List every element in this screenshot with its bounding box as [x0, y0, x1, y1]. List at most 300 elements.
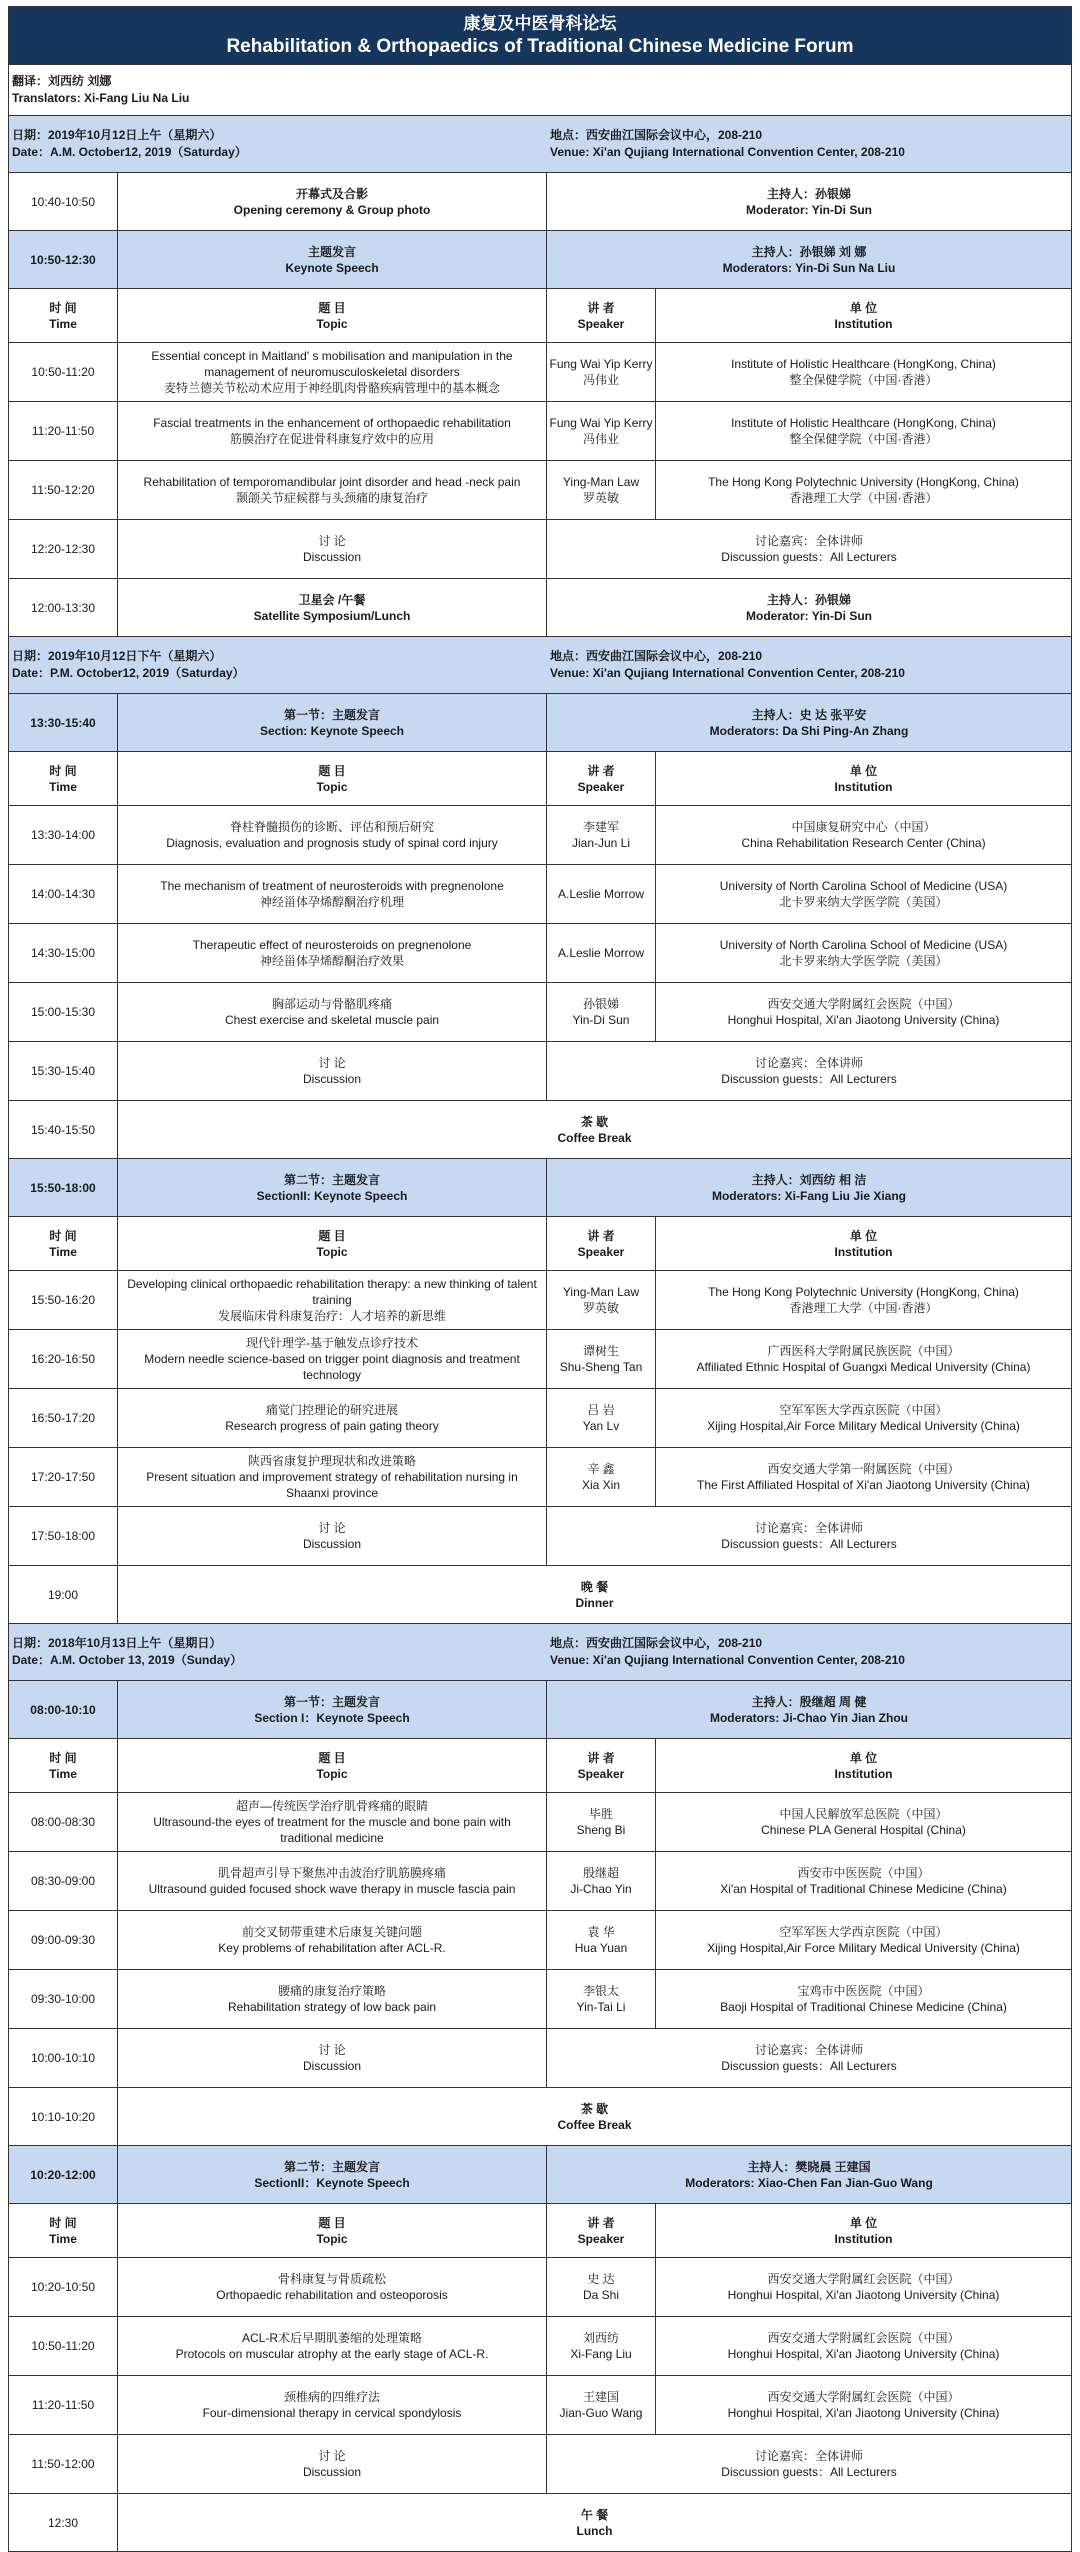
moderator-cell-line: Moderators: Da Shi Ping-An Zhang — [709, 723, 909, 738]
moderator-cell — [547, 173, 1071, 230]
time-cell — [9, 2435, 118, 2493]
break-cell-line: Dinner — [575, 1595, 614, 1610]
time-cell — [9, 983, 118, 1041]
moderator-cell — [547, 2435, 1071, 2493]
date-cn: 日期：2019年10月12日上午（星期六） — [12, 128, 222, 142]
speaker-cell-line: 王建国 — [582, 2390, 619, 2404]
schedule-row — [8, 1330, 1072, 1389]
activity-cell-line: Satellite Symposium/Lunch — [253, 608, 411, 623]
time-cell-line: 11:50-12:00 — [31, 2457, 95, 2471]
time-cell-line: 10:40-10:50 — [30, 194, 96, 209]
date-cn: 日期：2018年10月13日上午（星期日） — [12, 1636, 222, 1650]
institution-cell-line: China Rehabilitation Research Center (China) — [741, 836, 986, 850]
topic-cell-line: 发展临床骨科康复治疗：人才培养的新思维 — [217, 1309, 446, 1323]
time-header-line: 时 间 — [49, 1228, 77, 1243]
activity-cell-line: 第二节：主题发言 — [283, 1172, 380, 1187]
schedule-row — [8, 1507, 1072, 1566]
moderator-cell-line: Moderators: Yin-Di Sun Na Liu — [722, 260, 896, 275]
institution-cell — [656, 1852, 1071, 1910]
time-cell — [9, 173, 118, 230]
topic-cell — [118, 1448, 547, 1506]
time-header-line: 时 间 — [49, 300, 77, 315]
moderator-cell-line: Discussion guests：All Lecturers — [721, 1072, 897, 1086]
activity-cell-line: Section I：Keynote Speech — [254, 1710, 410, 1725]
topic-header-line: Topic — [316, 779, 348, 794]
venue-cn: 地点：西安曲江国际会议中心，208-210 — [550, 649, 763, 663]
venue-en: Venue: Xi'an Qujiang International Convention Center, 208-210 — [550, 666, 905, 680]
venue-en: Venue: Xi'an Qujiang International Convention Center, 208-210 — [550, 145, 905, 159]
topic-cell-line: training — [312, 1293, 352, 1307]
schedule-row — [8, 1911, 1072, 1970]
topic-cell — [118, 402, 547, 460]
topic-header-line: 题 目 — [318, 1750, 346, 1765]
speaker-cell — [547, 402, 656, 460]
break-cell — [118, 2088, 1071, 2145]
topic-cell — [118, 865, 547, 923]
venue-cn: 地点：西安曲江国际会议中心，208-210 — [550, 1636, 763, 1650]
institution-cell — [656, 983, 1071, 1041]
institution-cell — [656, 806, 1071, 864]
speaker-cell-line: Xi-Fang Liu — [570, 2347, 632, 2361]
moderator-cell-line: Discussion guests：All Lecturers — [721, 2059, 897, 2073]
translators — [8, 65, 1072, 116]
institution-header-line: 单 位 — [849, 1228, 878, 1243]
topic-cell-line: 骨科康复与骨质疏松 — [277, 2272, 386, 2286]
time-cell — [9, 2317, 118, 2375]
moderator-cell-line: 讨论嘉宾：全体讲师 — [754, 1056, 863, 1070]
speaker-cell-line: Xia Xin — [581, 1478, 621, 1492]
date-en: Date：A.M. October12, 2019（Saturday） — [12, 145, 247, 159]
time-header — [9, 752, 118, 805]
institution-cell-line: 西安市中医医院（中国） — [797, 1866, 930, 1880]
schedule-row — [8, 924, 1072, 983]
speaker-cell — [547, 461, 656, 519]
moderator-cell-line: Moderator: Yin-Di Sun — [746, 608, 872, 623]
speaker-cell-line: Ying-Man Law — [562, 475, 640, 489]
topic-cell-line: Therapeutic effect of neurosteroids on pregnenolone — [192, 938, 472, 952]
schedule-row — [8, 402, 1072, 461]
schedule-row — [8, 343, 1072, 402]
time-cell-line: 11:20-11:50 — [31, 424, 95, 438]
venue-cn: 地点：西安曲江国际会议中心，208-210 — [550, 128, 763, 142]
moderator-cell-line: 主持人：刘西纺 相 洁 — [751, 1172, 867, 1187]
moderator-cell — [547, 2146, 1071, 2203]
activity-cell — [118, 2435, 547, 2493]
break-cell-line: 茶 歇 — [580, 2101, 609, 2116]
topic-cell-line: 神经甾体孕烯醇酮治疗机理 — [259, 895, 404, 909]
time-cell-line: 09:30-10:00 — [30, 1992, 96, 2006]
topic-cell — [118, 924, 547, 982]
speaker-cell-line: Yin-Di Sun — [572, 1013, 630, 1027]
activity-cell-line: 主题发言 — [307, 244, 356, 259]
speaker-header-line: Speaker — [577, 1766, 625, 1781]
institution-header — [656, 752, 1071, 805]
institution-cell-line: 空军军医大学西京医院（中国） — [779, 1925, 948, 1939]
topic-header-line: 题 目 — [318, 300, 346, 315]
time-cell — [9, 2494, 118, 2551]
activity-cell — [118, 520, 547, 578]
institution-cell-line: 西安交通大学附属红会医院（中国） — [767, 997, 960, 1011]
topic-cell — [118, 461, 547, 519]
institution-cell-line: 西安交通大学附属红会医院（中国） — [767, 2331, 960, 2345]
moderator-cell-line: 主持人：孙银娣 刘 娜 — [751, 244, 867, 259]
time-cell — [9, 806, 118, 864]
activity-cell — [118, 579, 547, 636]
institution-cell-line: Xi'an Hospital of Traditional Chinese Medicine (China) — [720, 1882, 1007, 1896]
schedule-row — [8, 2088, 1072, 2146]
speaker-cell — [547, 343, 656, 401]
moderator-cell-line: 主持人：史 达 张平安 — [751, 707, 867, 722]
topic-cell — [118, 1852, 547, 1910]
institution-cell — [656, 2258, 1071, 2316]
time-cell-line: 12:20-12:30 — [30, 542, 96, 556]
institution-cell-line: University of North Carolina School of Medicine (USA) — [719, 938, 1008, 952]
topic-header-line: Topic — [316, 2231, 348, 2246]
institution-cell-line: 中国人民解放军总医院（中国） — [779, 1807, 948, 1821]
schedule-row — [8, 1970, 1072, 2029]
date-cn: 日期：2019年10月12日下午（星期六） — [12, 649, 222, 663]
time-header — [9, 289, 118, 342]
topic-cell-line: Key problems of rehabilitation after ACL-R. — [218, 1941, 446, 1955]
institution-cell — [656, 865, 1071, 923]
topic-cell — [118, 2317, 547, 2375]
time-header-line: 时 间 — [49, 2215, 77, 2230]
time-cell — [9, 579, 118, 636]
topic-cell — [118, 983, 547, 1041]
moderator-cell-line: 讨论嘉宾：全体讲师 — [754, 1521, 863, 1535]
topic-header — [118, 1217, 547, 1270]
speaker-cell-line: Shu-Sheng Tan — [559, 1360, 643, 1374]
topic-cell-line: Rehabilitation strategy of low back pain — [227, 2000, 437, 2014]
schedule-row — [8, 579, 1072, 637]
institution-header-line: 单 位 — [849, 1750, 878, 1765]
speaker-cell-line: Sheng Bi — [576, 1823, 626, 1837]
topic-cell-line: Ultrasound-the eyes of treatment for the muscle and bone pain with — [153, 1815, 511, 1829]
time-cell — [9, 1448, 118, 1506]
institution-cell-line: University of North Carolina School of Medicine (USA) — [719, 879, 1008, 893]
activity-cell-line: SectionII：Keynote Speech — [254, 2175, 410, 2190]
speaker-cell — [547, 1793, 656, 1851]
topic-cell-line: 腰痛的康复治疗策略 — [277, 1984, 386, 1998]
speaker-cell — [547, 1852, 656, 1910]
speaker-header — [547, 2204, 656, 2257]
time-cell — [9, 1566, 118, 1623]
speaker-cell — [547, 1448, 656, 1506]
activity-cell-line: 第一节：主题发言 — [283, 707, 380, 722]
time-cell-line: 15:50-16:20 — [30, 1293, 96, 1307]
topic-cell-line: 超声—传统医学治疗肌骨疼痛的眼睛 — [235, 1799, 428, 1813]
break-cell-line: 茶 歇 — [580, 1114, 609, 1129]
institution-header — [656, 2204, 1071, 2257]
time-cell — [9, 1159, 118, 1216]
schedule-row — [8, 1159, 1072, 1217]
schedule-row — [8, 1389, 1072, 1448]
table-header-row — [8, 752, 1072, 806]
topic-cell — [118, 2376, 547, 2434]
institution-cell — [656, 924, 1071, 982]
moderator-cell-line: Moderators: Xiao-Chen Fan Jian-Guo Wang — [685, 2175, 933, 2190]
time-cell-line: 12:30 — [47, 2515, 79, 2530]
schedule-row — [8, 1681, 1072, 1739]
activity-cell — [118, 1507, 547, 1565]
forum-banner — [8, 6, 1072, 65]
time-cell — [9, 231, 118, 288]
break-cell-line: Coffee Break — [557, 2117, 632, 2132]
speaker-cell — [547, 924, 656, 982]
time-cell-line: 09:00-09:30 — [30, 1933, 96, 1947]
time-cell — [9, 2029, 118, 2087]
activity-cell — [118, 1159, 547, 1216]
speaker-cell-line: Ying-Man Law — [562, 1285, 640, 1299]
institution-cell — [656, 1330, 1071, 1388]
time-cell — [9, 1042, 118, 1100]
moderator-cell-line: Moderator: Yin-Di Sun — [746, 202, 872, 217]
activity-cell — [118, 1681, 547, 1738]
time-cell-line: 10:50-11:20 — [31, 365, 95, 379]
moderator-cell-line: Discussion guests：All Lecturers — [721, 1537, 897, 1551]
time-header-line: 时 间 — [49, 763, 77, 778]
topic-cell — [118, 1330, 547, 1388]
time-cell-line: 10:20-12:00 — [30, 2167, 96, 2182]
institution-cell — [656, 402, 1071, 460]
institution-cell — [656, 1271, 1071, 1329]
schedule-row — [8, 520, 1072, 579]
time-cell — [9, 1793, 118, 1851]
table-header-row — [8, 1739, 1072, 1793]
moderator-cell-line: 主持人：殷继超 周 健 — [751, 1694, 867, 1709]
speaker-cell — [547, 865, 656, 923]
time-header — [9, 1217, 118, 1270]
institution-cell-line: The Hong Kong Polytechnic University (HongKong, China) — [708, 475, 1019, 489]
speaker-cell-line: 袁 华 — [587, 1925, 615, 1939]
time-cell-line: 16:20-16:50 — [30, 1352, 96, 1366]
time-cell-line: 19:00 — [47, 1587, 79, 1602]
institution-cell-line: 香港理工大学（中国·香港） — [789, 1301, 938, 1315]
translators-en: Translators: Xi-Fang Liu Na Liu — [12, 91, 190, 105]
speaker-cell-line: 李银太 — [582, 1984, 619, 1998]
speaker-cell-line: Da Shi — [582, 2288, 620, 2302]
institution-cell-line: Baoji Hospital of Traditional Chinese Medicine (China) — [720, 2000, 1007, 2014]
time-cell-line: 10:50-11:20 — [31, 2339, 95, 2353]
time-cell — [9, 1681, 118, 1738]
topic-cell-line: Essential concept in Maitland' s mobilisation and manipulation in the — [151, 349, 513, 363]
speaker-cell — [547, 983, 656, 1041]
topic-cell-line: Chest exercise and skeletal muscle pain — [224, 1013, 440, 1027]
activity-cell-line: 讨 论 — [318, 2043, 346, 2057]
institution-cell-line: Chinese PLA General Hospital (China) — [761, 1823, 966, 1837]
institution-cell — [656, 1911, 1071, 1969]
institution-cell — [656, 1448, 1071, 1506]
schedule-row — [8, 1101, 1072, 1159]
topic-header-line: 题 目 — [318, 763, 346, 778]
topic-cell-line: 前交叉韧带重建术后康复关键问题 — [241, 1925, 422, 1939]
topic-header-line: Topic — [316, 1244, 348, 1259]
time-cell-line: 11:50-12:20 — [31, 483, 95, 497]
activity-cell-line: 第一节：主题发言 — [283, 1694, 380, 1709]
time-header-line: Time — [49, 1766, 77, 1781]
speaker-cell-line: 谭树生 — [582, 1344, 619, 1358]
time-cell — [9, 1911, 118, 1969]
time-cell-line: 08:00-10:10 — [30, 1702, 96, 1717]
activity-cell-line: Discussion — [302, 2059, 362, 2073]
break-cell — [118, 1101, 1071, 1158]
break-cell — [118, 2494, 1071, 2551]
speaker-header-line: Speaker — [577, 779, 625, 794]
institution-cell — [656, 343, 1071, 401]
time-cell-line: 12:00-13:30 — [30, 600, 96, 615]
institution-header-line: Institution — [834, 1766, 893, 1781]
time-cell-line: 15:40-15:50 — [30, 1122, 96, 1137]
time-cell — [9, 343, 118, 401]
time-cell-line: 14:30-15:00 — [30, 946, 96, 960]
time-cell-line: 10:20-10:50 — [30, 2280, 96, 2294]
speaker-cell-line: Yin-Tai Li — [576, 2000, 626, 2014]
schedule-row — [8, 2494, 1072, 2552]
speaker-cell-line: Ji-Chao Yin — [570, 1882, 632, 1896]
topic-cell-line: 颞颌关节症候群与头颈痛的康复治疗 — [235, 491, 428, 505]
venue-en: Venue: Xi'an Qujiang International Convention Center, 208-210 — [550, 1653, 905, 1667]
institution-cell-line: Institute of Holistic Healthcare (HongKong, China) — [731, 416, 996, 430]
institution-header-line: Institution — [834, 2231, 893, 2246]
topic-cell-line: technology — [302, 1368, 362, 1382]
institution-header-line: Institution — [834, 1244, 893, 1259]
moderator-cell — [547, 231, 1071, 288]
time-cell — [9, 2258, 118, 2316]
topic-cell-line: Research progress of pain gating theory — [225, 1419, 439, 1433]
time-cell-line: 13:30-14:00 — [30, 828, 96, 842]
topic-cell — [118, 806, 547, 864]
time-header — [9, 2204, 118, 2257]
speaker-cell-line: 殷继超 — [582, 1866, 619, 1880]
activity-cell-line: 开幕式及合影 — [295, 186, 368, 201]
topic-cell-line: 痛觉门控理论的研究进展 — [265, 1403, 398, 1417]
institution-header — [656, 1739, 1071, 1792]
time-header-line: Time — [49, 316, 77, 331]
speaker-cell-line: Fung Wai Yip Kerry — [549, 416, 653, 430]
moderator-cell — [547, 1681, 1071, 1738]
speaker-header-line: 讲 者 — [587, 763, 615, 778]
time-cell — [9, 461, 118, 519]
speaker-header — [547, 1739, 656, 1792]
topic-cell — [118, 2258, 547, 2316]
schedule-row — [8, 461, 1072, 520]
topic-cell-line: 麦特兰德关节松动术应用于神经肌肉骨骼疾病管理中的基本概念 — [163, 381, 500, 395]
topic-header — [118, 1739, 547, 1792]
topic-cell — [118, 1911, 547, 1969]
break-cell-line: 午 餐 — [580, 2507, 609, 2522]
time-cell-line: 15:30-15:40 — [30, 1064, 96, 1078]
topic-cell — [118, 1793, 547, 1851]
institution-cell — [656, 461, 1071, 519]
speaker-cell-line: 罗英敏 — [582, 1301, 619, 1315]
institution-cell-line: 宝鸡市中医医院（中国） — [797, 1984, 930, 1998]
topic-cell-line: 筋膜治疗在促进骨科康复疗效中的应用 — [229, 432, 434, 446]
speaker-cell — [547, 2258, 656, 2316]
moderator-cell-line: 主持人：孙银娣 — [766, 186, 851, 201]
speaker-cell-line: 史 达 — [587, 2272, 615, 2286]
time-cell-line: 15:50-18:00 — [30, 1180, 96, 1195]
speaker-header-line: 讲 者 — [587, 300, 615, 315]
time-cell — [9, 865, 118, 923]
speaker-cell-line: Jian-Guo Wang — [559, 2406, 643, 2420]
topic-cell — [118, 1271, 547, 1329]
topic-header-line: 题 目 — [318, 1228, 346, 1243]
moderator-cell-line: Discussion guests：All Lecturers — [721, 2465, 897, 2479]
speaker-cell-line: 辛 鑫 — [587, 1462, 615, 1476]
institution-header-line: Institution — [834, 316, 893, 331]
translators-cn: 翻译：刘西纺 刘娜 — [12, 74, 112, 88]
speaker-header — [547, 289, 656, 342]
institution-cell-line: 香港理工大学（中国·香港） — [789, 491, 938, 505]
moderator-cell — [547, 579, 1071, 636]
time-cell-line: 13:30-15:40 — [30, 715, 96, 730]
speaker-cell-line: Hua Yuan — [574, 1941, 628, 1955]
speaker-header-line: Speaker — [577, 2231, 625, 2246]
speaker-cell-line: 冯伟业 — [582, 432, 619, 446]
time-header-line: 时 间 — [49, 1750, 77, 1765]
schedule-row — [8, 694, 1072, 752]
topic-cell-line: Developing clinical orthopaedic rehabilitation therapy: a new thinking of talent — [127, 1277, 537, 1291]
schedule-row — [8, 1448, 1072, 1507]
activity-cell-line: Opening ceremony & Group photo — [233, 202, 431, 217]
topic-header-line: 题 目 — [318, 2215, 346, 2230]
time-cell — [9, 1101, 118, 1158]
schedule-row — [8, 231, 1072, 289]
time-cell — [9, 1271, 118, 1329]
time-cell-line: 16:50-17:20 — [30, 1411, 96, 1425]
time-cell — [9, 2088, 118, 2145]
topic-header — [118, 752, 547, 805]
speaker-cell — [547, 1330, 656, 1388]
institution-cell-line: 整全保健学院（中国·香港） — [789, 373, 938, 387]
schedule-row — [8, 173, 1072, 231]
time-cell — [9, 1970, 118, 2028]
speaker-header — [547, 752, 656, 805]
activity-cell — [118, 2146, 547, 2203]
topic-header — [118, 289, 547, 342]
time-cell — [9, 2146, 118, 2203]
break-cell-line: 晚 餐 — [580, 1579, 609, 1594]
time-cell-line: 08:00-08:30 — [30, 1815, 96, 1829]
schedule-row — [8, 2435, 1072, 2494]
speaker-cell-line: 刘西纺 — [582, 2331, 619, 2345]
speaker-cell — [547, 2376, 656, 2434]
speaker-header-line: 讲 者 — [587, 2215, 615, 2230]
moderator-cell — [547, 520, 1071, 578]
topic-cell-line: Ultrasound guided focused shock wave therapy in muscle fascia pain — [148, 1882, 516, 1896]
schedule-row — [8, 865, 1072, 924]
time-cell-line: 11:20-11:50 — [31, 2398, 95, 2412]
institution-cell-line: 西安交通大学附属红会医院（中国） — [767, 2272, 960, 2286]
topic-cell-line: Protocols on muscular atrophy at the early stage of ACL-R. — [175, 2347, 489, 2361]
activity-cell-line: Discussion — [302, 1537, 362, 1551]
institution-cell-line: Honghui Hospital, Xi'an Jiaotong University (China) — [727, 1013, 1000, 1027]
time-cell-line: 10:10-10:20 — [30, 2109, 96, 2124]
institution-cell-line: 北卡罗来纳大学医学院（美国） — [779, 895, 948, 909]
topic-cell-line: traditional medicine — [280, 1831, 384, 1845]
activity-cell-line: 讨 论 — [318, 1056, 346, 1070]
speaker-cell-line: A.Leslie Morrow — [557, 946, 645, 960]
time-cell-line: 10:50-12:30 — [30, 252, 96, 267]
institution-cell-line: 北卡罗来纳大学医学院（美国） — [779, 954, 948, 968]
schedule-row — [8, 983, 1072, 1042]
moderator-cell — [547, 1159, 1071, 1216]
time-header-line: Time — [49, 1244, 77, 1259]
topic-cell-line: Shaanxi province — [285, 1486, 379, 1500]
activity-cell — [118, 694, 547, 751]
activity-cell-line: 第二节：主题发言 — [283, 2159, 380, 2174]
moderator-cell-line: Moderators: Xi-Fang Liu Jie Xiang — [711, 1188, 907, 1203]
